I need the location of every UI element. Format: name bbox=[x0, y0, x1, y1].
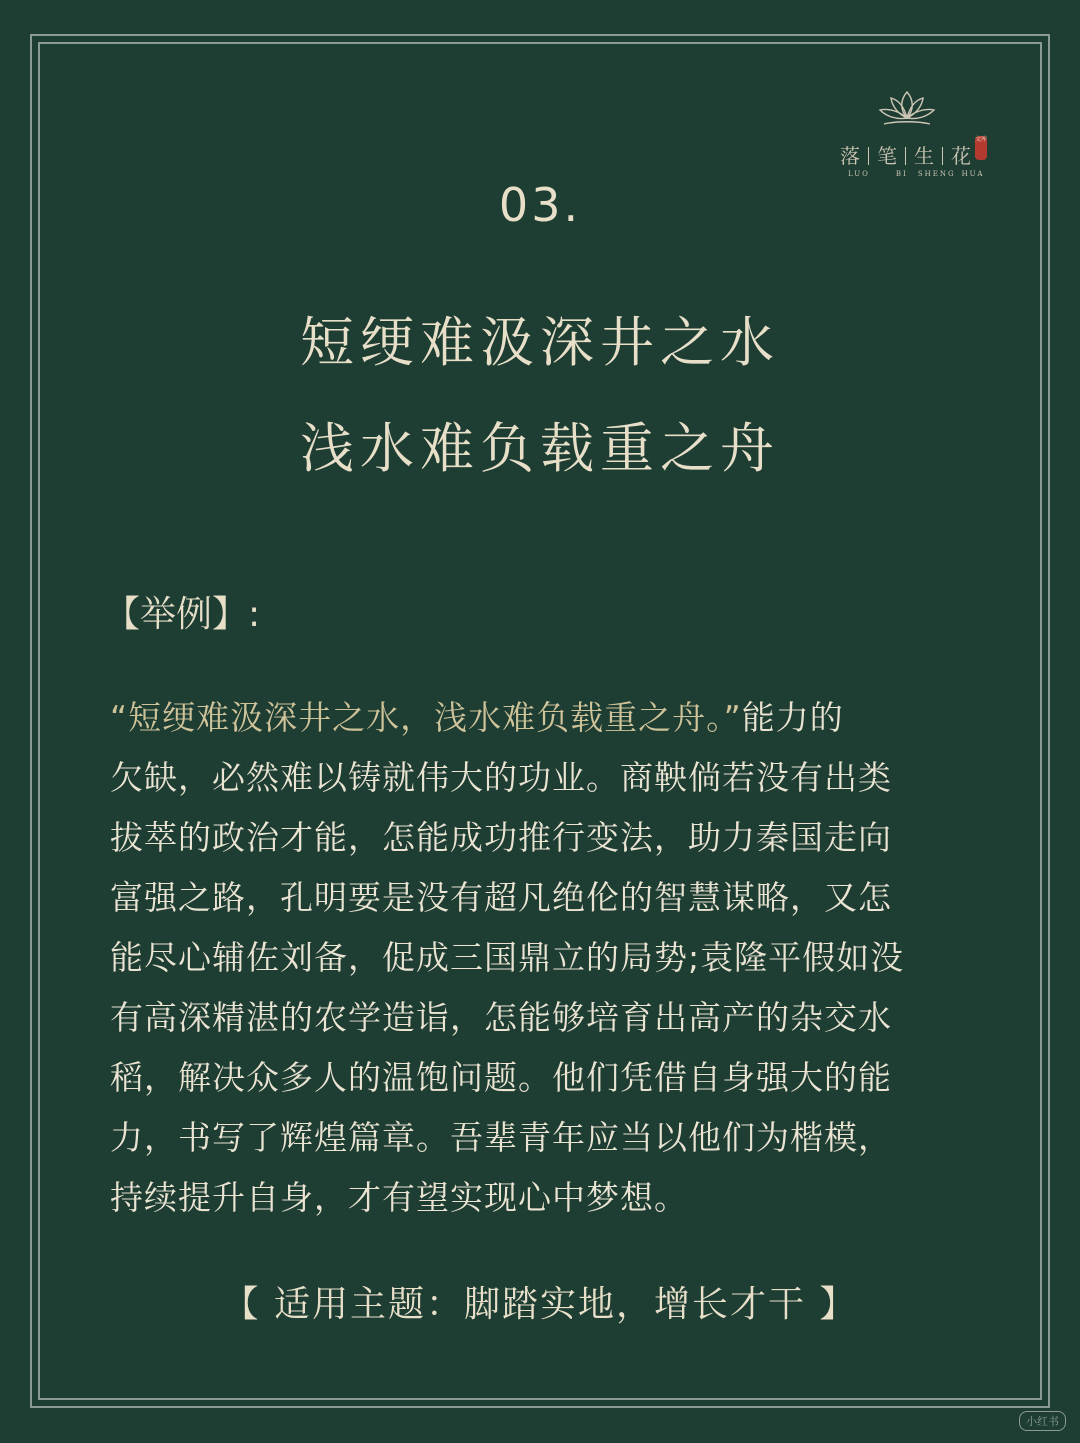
section-number: 03. bbox=[498, 178, 582, 232]
logo-latin bbox=[848, 170, 998, 178]
lotus-icon bbox=[874, 88, 940, 130]
platform-watermark: 小红书 bbox=[1019, 1411, 1066, 1431]
paragraph-line: 能尽心辅佐刘备，促成三国鼎立的局势;袁隆平假如没 bbox=[110, 938, 905, 977]
applicable-theme: 【 适用主题：脚踏实地，增长才干 】 bbox=[222, 1284, 858, 1325]
logo-latin-word: HUA bbox=[961, 170, 985, 178]
brand-logo bbox=[840, 88, 1000, 188]
quoted-text: “短绠难汲深井之水，浅水难负载重之舟。” bbox=[110, 698, 742, 737]
paragraph-text: 能力的 bbox=[741, 698, 844, 737]
title-line: 浅水难负载重之舟 bbox=[300, 417, 780, 480]
logo-char: 花 bbox=[951, 144, 971, 168]
paragraph-line: 欠缺，必然难以铸就伟大的功业。商鞅倘若没有出类 bbox=[110, 758, 892, 797]
example-paragraph bbox=[110, 688, 970, 1228]
logo-latin-word: BI bbox=[895, 170, 908, 178]
paragraph-line: 稻，解决众多人的温饱问题。他们凭借自身强大的能 bbox=[110, 1058, 892, 1097]
logo-latin-word: SHENG bbox=[917, 170, 956, 178]
paragraph-line: 富强之路，孔明要是没有超凡绝伦的智慧谋略，又怎 bbox=[110, 878, 892, 917]
logo-latin-word: LUO bbox=[848, 170, 870, 178]
logo-seal: 文库 bbox=[975, 136, 987, 160]
logo-char: 落 bbox=[840, 144, 860, 168]
paragraph-line bbox=[110, 688, 970, 748]
logo-characters bbox=[840, 140, 990, 169]
paragraph-line: 持续提升自身，才有望实现心中梦想。 bbox=[110, 1178, 688, 1217]
paragraph-line: 有高深精湛的农学造诣，怎能够培育出高产的杂交水 bbox=[110, 998, 892, 1037]
logo-char: 笔 bbox=[877, 144, 897, 168]
title-line: 短绠难汲深井之水 bbox=[300, 311, 780, 374]
paragraph-line: 拔萃的政治才能，怎能成功推行变法，助力秦国走向 bbox=[110, 818, 892, 857]
example-label: 【举例】: bbox=[104, 594, 261, 635]
paragraph-line: 力，书写了辉煌篇章。吾辈青年应当以他们为楷模， bbox=[110, 1118, 892, 1157]
logo-char: 生 bbox=[914, 144, 934, 168]
